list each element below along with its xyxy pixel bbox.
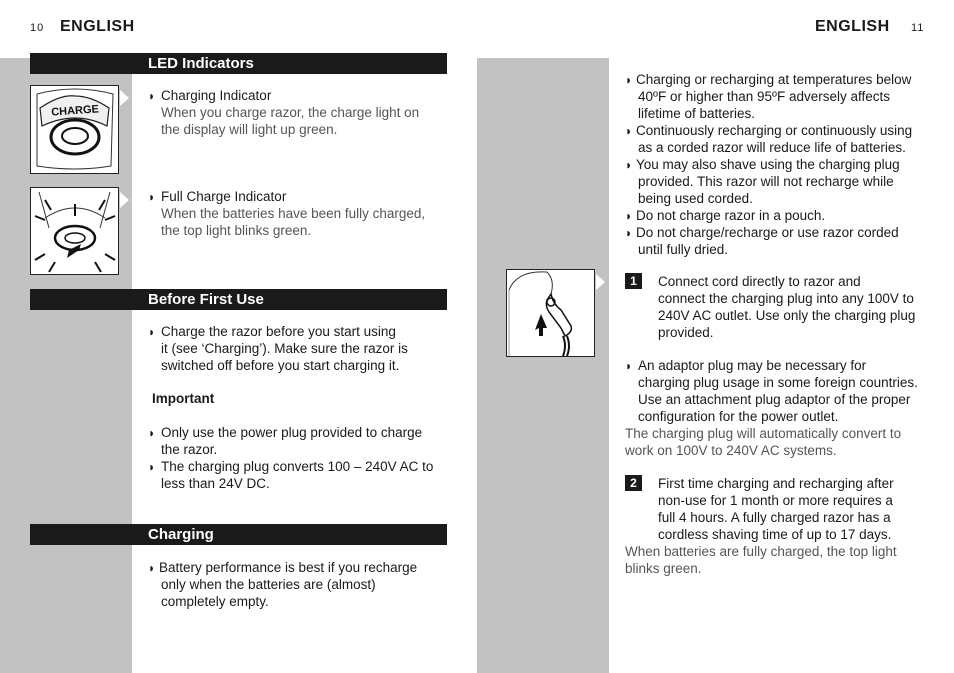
- note-auto-convert-l2: work on 100V to 240V AC systems.: [625, 443, 837, 458]
- precaution-2-line-1: Continuously recharging or continuously using: [636, 123, 913, 138]
- bullet-icon: ◗: [625, 359, 633, 373]
- charge-label: CHARGE: [50, 103, 100, 119]
- important-item2-l1: The charging plug converts 100 – 240V AC to: [161, 459, 434, 474]
- step2-l4: cordless shaving time of up to 17 days.: [658, 527, 892, 542]
- step2-l1: First time charging and recharging after: [658, 476, 894, 491]
- bullet-icon: ◗: [148, 89, 156, 103]
- note-auto-convert-l1: The charging plug will automatically convert to: [625, 426, 902, 441]
- bullet-icon: ◗: [148, 460, 156, 474]
- step-number-2: 2: [625, 475, 642, 491]
- note-blink-l2: blinks green.: [625, 561, 702, 576]
- important-heading: Important: [152, 391, 215, 406]
- language-header-right: ENGLISH: [815, 18, 890, 35]
- precaution-1-line-3: lifetime of batteries.: [638, 106, 756, 121]
- charging-item1-l3: completely empty.: [161, 594, 269, 609]
- charging-indicator-text-1: When you charge razor, the charge light on: [161, 105, 420, 120]
- adapter-l3: Use an attachment plug adaptor of the proper: [638, 392, 911, 407]
- pointer-triangle: [120, 192, 129, 208]
- section-title-before-first-use: Before First Use: [30, 289, 447, 310]
- step1-l3: 240V AC outlet. Use only the charging plug: [658, 308, 916, 323]
- page-number-right: 11: [911, 22, 925, 34]
- adapter-l1: An adaptor plug may be necessary for: [638, 358, 867, 373]
- precaution-4-line-1: Do not charge razor in a pouch.: [636, 208, 826, 223]
- step1-l4: provided.: [658, 325, 714, 340]
- right-margin-panel: [477, 58, 609, 673]
- adapter-l4: configuration for the power outlet.: [638, 409, 839, 424]
- charging-item1-l1: Battery performance is best if you recharge: [159, 560, 418, 575]
- pointer-triangle: [596, 274, 605, 290]
- blinking-light-icon: [31, 188, 118, 274]
- bullet-icon: ◗: [148, 325, 156, 339]
- adapter-l2: charging plug usage in some foreign countries.: [638, 375, 918, 390]
- page-number-left: 10: [30, 22, 45, 34]
- step-number-1: 1: [625, 273, 642, 289]
- bullet-icon: ◗: [148, 426, 156, 440]
- pointer-triangle: [120, 90, 129, 106]
- note-blink-l1: When batteries are fully charged, the top light: [625, 544, 897, 559]
- bullet-icon: ◗: [625, 209, 633, 223]
- charge-button-icon: [31, 86, 118, 173]
- charging-item1-l2: only when the batteries are (almost): [161, 577, 376, 592]
- before-use-item1-l1: Charge the razor before you start using: [161, 324, 396, 339]
- charging-indicator-text-2: the display will light up green.: [161, 122, 338, 137]
- full-charge-text-1: When the batteries have been fully charged,: [161, 206, 426, 221]
- bullet-icon: ◗: [148, 190, 156, 204]
- bullet-icon: ◗: [625, 124, 633, 138]
- before-use-item1-l2: it (see ‘Charging’). Make sure the razor is: [161, 341, 408, 356]
- section-title-charging: Charging: [30, 524, 447, 545]
- bullet-icon: ◗: [148, 561, 156, 575]
- important-item2-l2: less than 24V DC.: [161, 476, 270, 491]
- before-use-item1-l3: switched off before you start charging it.: [161, 358, 400, 373]
- charge-indicator-illustration: [30, 85, 119, 174]
- important-item1-l1: Only use the power plug provided to charge: [161, 425, 423, 440]
- full-charge-illustration: [30, 187, 119, 275]
- language-header-left: ENGLISH: [60, 18, 135, 35]
- precaution-3-line-3: being used corded.: [638, 191, 753, 206]
- step2-l2: non-use for 1 month or more requires a: [658, 493, 893, 508]
- charging-plug-illustration: [506, 269, 595, 357]
- precaution-3-line-2: provided. This razor will not recharge while: [638, 174, 894, 189]
- precaution-1-line-2: 40ºF or higher than 95ºF adversely affects: [638, 89, 890, 104]
- precaution-5-line-1: Do not charge/recharge or use razor corded: [636, 225, 899, 240]
- step1-l1: Connect cord directly to razor and: [658, 274, 861, 289]
- step2-l3: full 4 hours. A fully charged razor has a: [658, 510, 891, 525]
- section-title-led-indicators: LED Indicators: [30, 53, 447, 74]
- step1-l2: connect the charging plug into any 100V to: [658, 291, 914, 306]
- precaution-1-line-1: Charging or recharging at temperatures below: [636, 72, 912, 87]
- important-item1-l2: the razor.: [161, 442, 218, 457]
- bullet-icon: ◗: [625, 158, 633, 172]
- precaution-3-line-1: You may also shave using the charging plug: [636, 157, 900, 172]
- precaution-5-line-2: until fully dried.: [638, 242, 729, 257]
- precaution-2-line-2: as a corded razor will reduce life of batteries.: [638, 140, 906, 155]
- bullet-icon: ◗: [625, 226, 633, 240]
- bullet-icon: ◗: [625, 73, 633, 87]
- full-charge-text-2: the top light blinks green.: [161, 223, 312, 238]
- full-charge-heading: Full Charge Indicator: [161, 189, 287, 204]
- plug-connect-icon: [507, 270, 594, 356]
- charging-indicator-heading: Charging Indicator: [161, 88, 272, 103]
